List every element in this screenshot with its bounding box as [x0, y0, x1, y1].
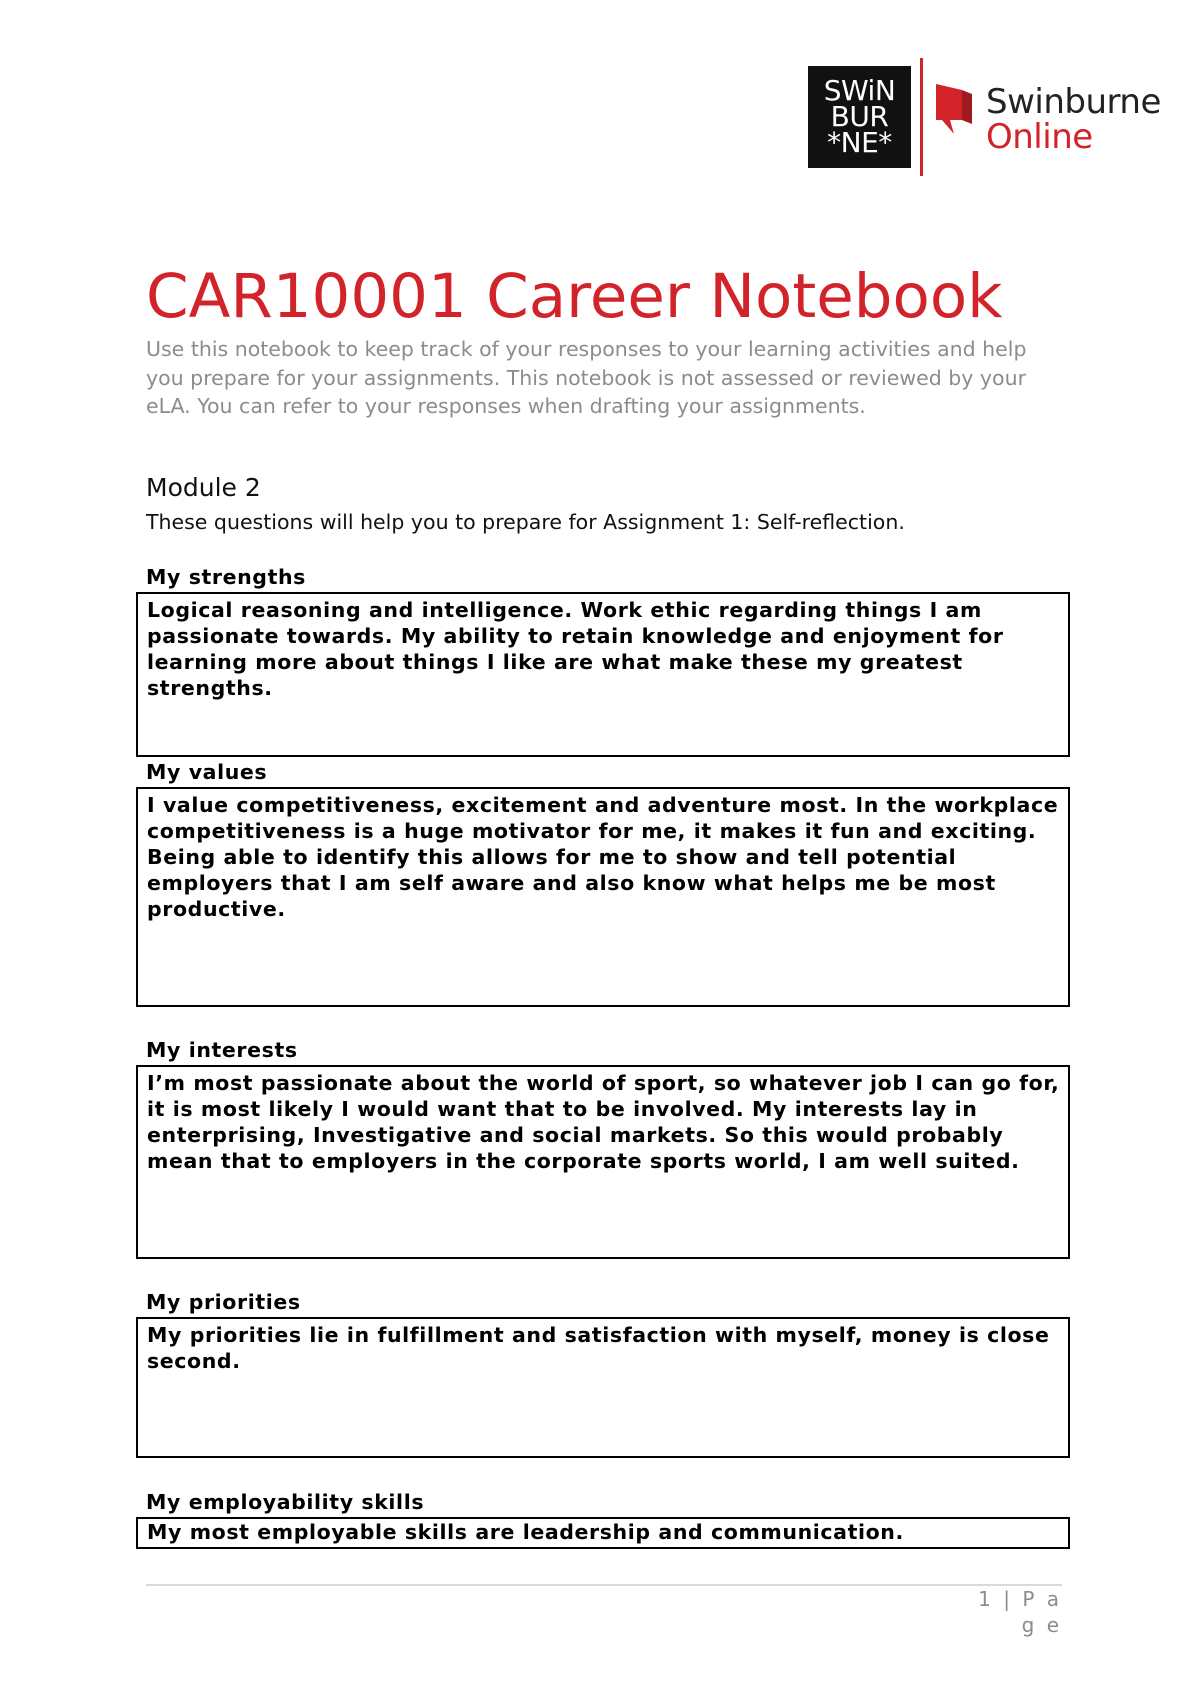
document-title: CAR10001 Career Notebook [146, 261, 1003, 332]
interests-response[interactable]: I’m most passionate about the world of sport, so whatever job I can go for, it is most likely I would want that to be involved. My interests lay in enterprising, Investigative and social markets. So this would probably mean that to employers in the corporate sports world, I am well suited. [136, 1065, 1070, 1259]
values-label: My values [146, 760, 268, 784]
module-subtitle: These questions will help you to prepare for Assignment 1: Self-reflection. [146, 510, 905, 534]
page-number: 1 | P a g e [978, 1587, 1062, 1637]
priorities-response[interactable]: My priorities lie in fulfillment and satisfaction with myself, money is close second. [136, 1317, 1070, 1458]
strengths-response[interactable]: Logical reasoning and intelligence. Work ethic regarding things I am passionate towards. My ability to retain knowledge and enjoyment for learning more about things I like are what make these my greatest strengths. [136, 592, 1070, 757]
footer-rule [146, 1584, 1062, 1586]
logo-line-1: SWiN [823, 74, 896, 107]
brand-name: Swinburne [986, 82, 1161, 122]
logo-divider [920, 58, 923, 176]
priorities-label: My priorities [146, 1290, 301, 1314]
brand-sub: Online [986, 117, 1093, 157]
module-heading: Module 2 [146, 473, 261, 502]
values-response[interactable]: I value competitiveness, excitement and adventure most. In the workplace competitiveness is a huge motivator for me, it makes it fun and exciting. Being able to identify this allows for me to show and tell potential employers that I am self aware and also know what helps me be most productive. [136, 787, 1070, 1007]
logo-line-3: *NE* [827, 126, 892, 159]
swinburne-logo [808, 66, 911, 168]
swinburne-online-speech-icon [932, 80, 976, 138]
interests-label: My interests [146, 1038, 298, 1062]
employability-skills-label: My employability skills [146, 1490, 425, 1514]
strengths-label: My strengths [146, 565, 306, 589]
employability-skills-response[interactable]: My most employable skills are leadership and communication. [136, 1517, 1070, 1549]
intro-paragraph: Use this notebook to keep track of your responses to your learning activities and help you prepare for your assignments. This notebook is not assessed or reviewed by your eLA. You can refer to your responses when drafting your assignments. [146, 337, 1027, 418]
logo-line-2: BUR [830, 100, 889, 133]
